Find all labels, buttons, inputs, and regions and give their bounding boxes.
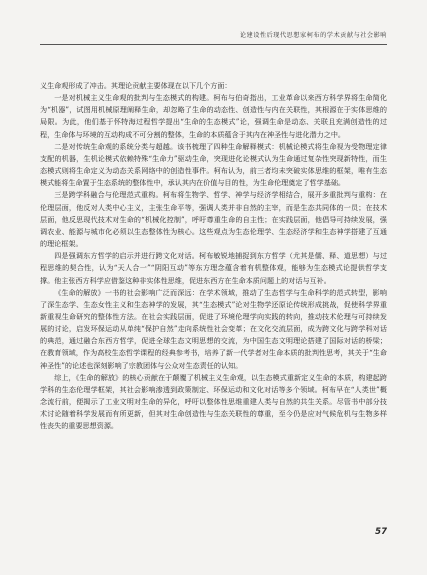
paragraph-social-impact: 《生命的解放》一书的社会影响广泛而深远：在学术领域，推动了生态哲学与生命科学的范式转型，影响了深生态学、生态女性主义和生态神学的发展，其“生态模式”论对生物学还原论传统形成挑战，促使科学界重新重视生命研究的整体性方法。在社会实践层面，促进了环境伦理学向实践的转向，推动技术伦理与可持续发展的讨论，启发环保运动从单纯“保护自然”走向系统性社会变革；在文化交流层面，成为跨文化与跨学科对话的典范，通过融合东西方哲学，促进全球生态文明思想的交流，为中国生态文明理论搭建了国际对话的桥梁；在教育领域，作为高校生态哲学课程的经典参考书，培养了新一代学者对生命本质的批判性思考，其关于“生命神圣性”的论述也深刻影响了宗教团体与公众对生态责任的认知。 [40,287,387,370]
paragraph-critique-of-mechanism: 一是对机械主义生命观的批判与生态模式的构建。柯布与伯奇指出，工业革命以来西方科学界将生命简化为“机器”，试图用机械原理阐释生命，却忽略了生命的动态性、创造性与内在关联性，其根源在于实体思维的局限。为此，他们基于怀特海过程哲学提出“生命的生态模式”论，强调生命是动态、关联且充满创造性的过程，生命体与环境的互动构成不可分割的整体，生命的本质蕴含于其内在神圣性与进化潜力之中。 [40,93,387,139]
paragraph-continuation: 义生命观形成了冲击。其理论贡献主要体现在以下几个方面： [40,81,232,90]
running-header [40,28,387,45]
paragraph-classification-of-life-views: 二是对传统生命观的系统分类与超越。该书梳理了四种生命解释模式：机械论模式将生命视为受物理定律支配的机器，生机论模式依赖特殊“生命力”驱动生命，突现进化论模式认为生命通过复杂性突现新特性，而生态模式则将生命定义为动态关系网络中的创造性事件。柯布认为，前三者均未突破实体思维的框架，唯有生态模式能将生命置于生态系统的整体性中，承认其内在价值与目的性，为生命伦理奠定了哲学基础。 [40,141,387,188]
paragraph-eastern-philosophy: 四是强调东方哲学的启示并进行跨文化对话。柯布敏锐地捕捉到东方哲学（尤其是儒、释、道思想）与过程思维的契合性，认为“天人合一”“阴阳互动”等东方理念蕴含着有机整体观，能够为生态模式论提供哲学支撑。他主张西方科学应借鉴这种非实体性思维，促进东西方在生命本质问题上的对话与互补。 [40,251,387,285]
running-header-title: 论建设性后现代思想家柯布的学术贡献与社会影响 [239,32,387,39]
article-body [40,80,387,433]
page-number: 57 [375,527,387,537]
paragraph-interdisciplinary-fusion: 三是跨学科融合与伦理范式重构。柯布将生物学、哲学、神学与经济学相结合，展开多重批判与重构：在伦理层面，他反对人类中心主义，主张生命平等，强调人类并非自然的主宰，而是生态共同体的一员；在技术层面，他反思现代技术对生命的“机械化控制”，呼吁尊重生命的自主性；在实践层面，他倡导可持续发展，强调农业、能源与城市化必须以生态整体性为核心。这些观点为生态伦理学、生态经济学和生态神学搭建了互通的理论框架。 [40,190,387,249]
paragraph-conclusion: 综上，《生命的解放》的核心贡献在于颠覆了机械主义生命观，以生态模式重新定义生命的本质，构建起跨学科的生态伦理学框架，其社会影响渗透到政策制定、环保运动和文化对话等多个领域。柯布早在“人类世”概念流行前，便揭示了工业文明对生命的异化，呼吁以整体性思维重建人类与自然的共生关系。尽管书中部分技术讨论随着科学发展而有所更新，但其对生命创造性与生态关联性的尊重，至今仍是应对气候危机与生物多样性丧失的重要思想资源。 [40,372,387,431]
